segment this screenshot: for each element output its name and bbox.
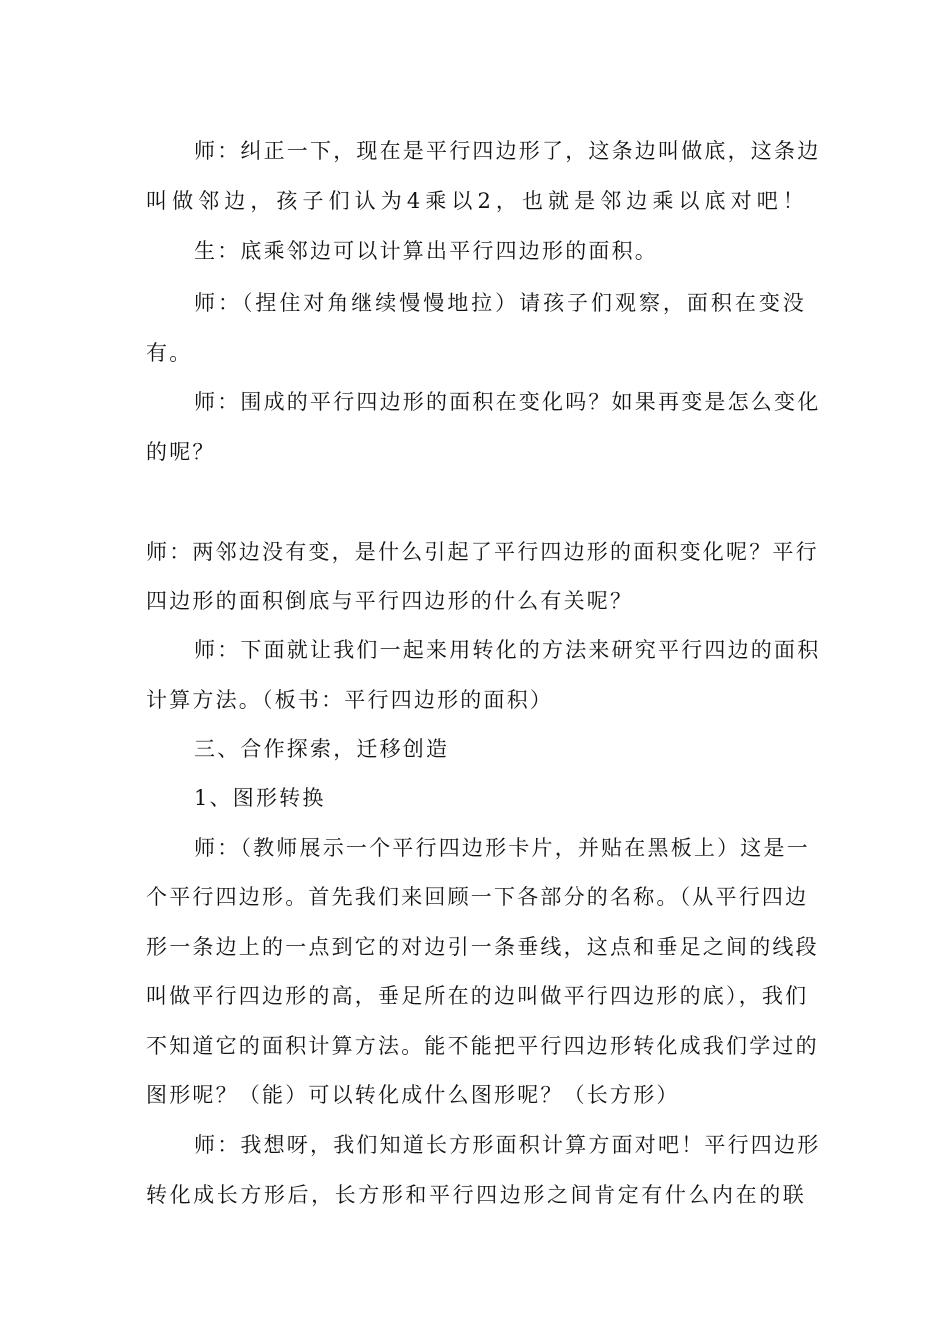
paragraph-line: 计算方法。（板书：平行四边形的面积） (146, 688, 554, 712)
paragraph-line: 图形呢？（能）可以转化成什么图形呢？（长方形） (146, 1083, 680, 1107)
paragraph-line: 转化成长方形后，长方形和平行四边形之间肯定有什么内在的联 (146, 1183, 806, 1207)
paragraph-line: 的呢？ (146, 440, 216, 464)
section-heading: 三、合作探索，迁移创造 (194, 737, 450, 761)
paragraph-line: 有。 (146, 341, 193, 365)
paragraph-line: 叫做邻边，孩子们认为4乘以2，也就是邻边乘以底对吧！ (146, 189, 806, 213)
paragraph-line: 形一条边上的一点到它的对边引一条垂线，这点和垂足之间的线段 (146, 935, 819, 959)
paragraph-line: 师：围成的平行四边形的面积在变化吗？如果再变是怎么变化 (194, 390, 821, 414)
paragraph-line: 师：我想呀，我们知道长方形面积计算方面对吧！平行四边形 (194, 1133, 821, 1157)
paragraph-line: 师：（捏住对角继续慢慢地拉）请孩子们观察，面积在变没 (194, 291, 806, 315)
paragraph-line: 师：两邻边没有变，是什么引起了平行四边形的面积变化呢？平行 (146, 540, 819, 564)
paragraph-line: 师：下面就让我们一起来用转化的方法来研究平行四边的面积 (194, 638, 821, 662)
paragraph-line: 师：（教师展示一个平行四边形卡片，并贴在黑板上）这是一 (194, 836, 810, 860)
paragraph-line: 四边形的面积倒底与平行四边形的什么有关呢？ (146, 589, 634, 613)
paragraph-line: 叫做平行四边形的高，垂足所在的边叫做平行四边形的底），我们 (146, 984, 809, 1008)
paragraph-line: 不知道它的面积计算方法。能不能把平行四边形转化成我们学过的 (146, 1034, 819, 1058)
paragraph-line: 个平行四边形。首先我们来回顾一下各部分的名称。（从平行四边 (146, 885, 809, 909)
paragraph-line: 师：纠正一下，现在是平行四边形了，这条边叫做底，这条边 (194, 139, 821, 163)
paragraph-line: 生：底乘邻边可以计算出平行四边形的面积。 (194, 239, 658, 263)
subsection-heading: 1、图形转换 (194, 786, 326, 810)
